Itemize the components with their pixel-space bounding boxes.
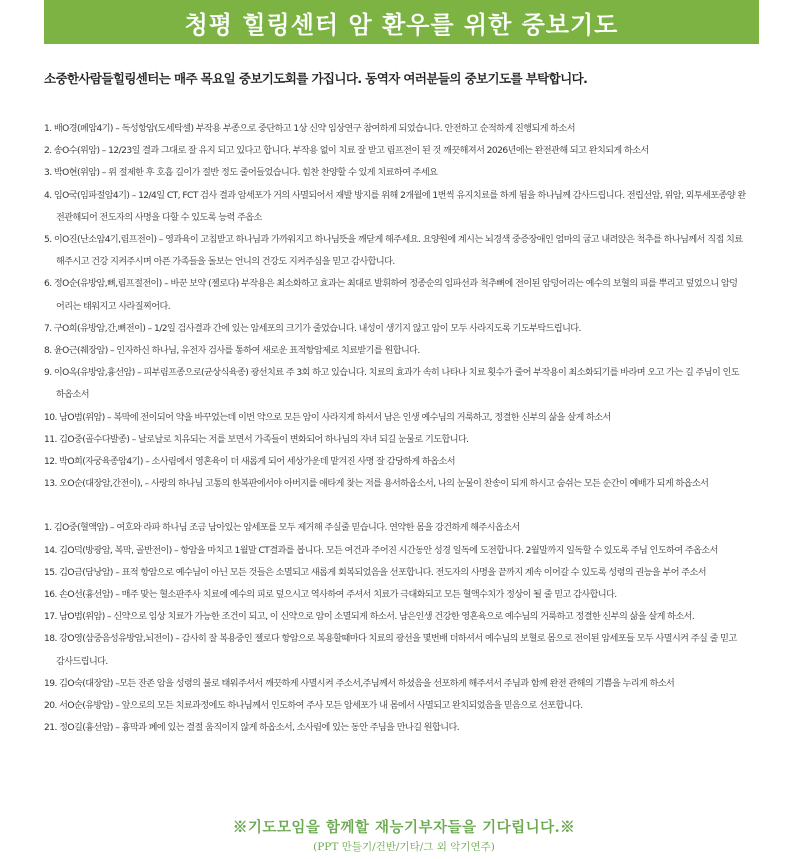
prayer-item-text: 3. 박O현(위암) – 위 절제한 후 호흡 길이가 절반 정도 줄어들었습니다. 힘찬 찬양할 수 있게 치료하여 주세요: [44, 168, 438, 179]
prayer-item: [44, 340, 789, 362]
prayer-item-continuation: 감사드립니다.: [56, 656, 108, 667]
prayer-item-text: 19. 김O숙(대장암) –모든 잔존 암을 성령의 불로 태워주셔서 깨끗하게 사멸시켜 주소서,주님께서 하셨음을 선포하게 해주셔서 주님과 함께 완전 관해의 기쁨을 누리게 하소서: [44, 678, 675, 689]
list-spacer: [44, 495, 789, 517]
prayer-item-text: 2. 송O수(위암) – 12/23일 결과 그대로 잘 유지 되고 있다고 합니다. 부작용 없이 치료 잘 받고 림프전이 된 것 깨끗해져서 2026년에는 완전관해 되고 완치되게 하소서: [44, 146, 649, 157]
prayer-item-continuation: 하옵소서: [56, 390, 89, 401]
prayer-item: [44, 140, 789, 162]
prayer-item-text: 1. 배O경(폐암4기) – 독성항암(도세탁셀) 부작용 부종으로 중단하고 1상 신약 임상연구 참여하게 되었습니다. 안전하고 순적하게 진행되게 하소서: [44, 124, 575, 134]
prayer-item-text: 20. 서O순(유방암) – 앞으로의 모든 치료과정에도 하나님께서 인도하여 주사 모든 암세포가 내 몸에서 사멸되고 완치되었음을 믿음으로 선포합니다.: [44, 701, 583, 712]
page-title: 청평 힐링센터 암 환우를 위한 중보기도: [184, 10, 619, 39]
prayer-item-text: 6. 정O순(유방암,뼈,림프절전이) – 바꾼 보약 (젤로다) 부작용은 최소화하고 효과는 최대로 발휘하여 정종순의 임파선과 척추뼈에 전이된 암덩어리는 예수의 보혈의 피를 뿌리고 덮었으니 암덩: [44, 279, 738, 290]
volunteer-appeal: ※기도모임을 함께할 재능기부자들을 기다립니다.※: [232, 819, 576, 836]
prayer-item-text: 15. 김O금(담낭암) – 표적 항암으로 예수님이 아닌 모든 것들은 소멸되고 새롭게 회복되었음을 선포합니다. 전도자의 사명을 끝까지 계속 이어갈 수 있도록 성령의 권능을 부어 주소서: [44, 567, 707, 578]
prayer-item-continuation: 어리는 태워지고 사라질찌어다.: [56, 301, 171, 312]
prayer-item: [44, 562, 789, 584]
prayer-item: [44, 540, 789, 562]
prayer-item-text: 14. 김O덕(방광암, 복막, 골반전이) – 항암을 마치고 1월말 CT결과를 봅니다. 모든 여건과 주어진 시간동안 성경 일독에 도전합니다. 2월말까지 일독할 수 있도록 주님 인도하여 주옵소서: [44, 545, 718, 556]
volunteer-appeal-detail: (PPT 만들기/건반/기타/그 외 악기연주): [313, 841, 495, 853]
prayer-item-text: 12. 박O희(자궁육종암4기) – 소사림에서 영혼육이 더 새롭게 되어 세상가운데 맡겨진 사명 잘 감당하게 하옵소서: [44, 457, 455, 468]
prayer-list: [44, 118, 789, 739]
prayer-item-text: 17. 남O범(위암) – 신약으로 임상 치료가 가능한 조건이 되고, 이 신약으로 암이 소멸되게 하소서. 남은인생 건강한 영혼육으로 예수님의 거룩하고 정결한 신부의 삶을 살게 하소서.: [44, 612, 695, 623]
prayer-item-text: 13. 오O순(대장암,간전이), – 사랑의 하나님 고통의 한복판에서야 아버지를 애타게 찾는 저를 용서하옵소서, 나의 눈물이 찬송이 되게 하시고 숨쉬는 모든 순간이 예배가 되게 하옵소서: [44, 479, 709, 490]
prayer-item: [44, 162, 789, 184]
prayer-item-text: 10. 남O범(위암) – 복막에 전이되어 약을 바꾸었는데 이번 약으로 모든 암이 사라지게 하셔서 남은 인생 예수님의 거룩하고, 정결한 신부의 삶을 살게 하소서: [44, 412, 611, 423]
prayer-item-text: 4. 임O국(임파절암4기) – 12/4일 CT, FCT 검사 결과 암세포가 거의 사멸되어서 재발 방지를 위해 2개월에 1번씩 유지치료를 하게 됨을 하나님께 감사드립니다. 전립선암, 위암, 외투세포종양 완: [44, 190, 746, 201]
prayer-item: [44, 229, 789, 273]
prayer-item: [44, 185, 789, 229]
intro-text: 소중한사람들힐링센터는 매주 목요일 중보기도회를 가집니다. 동역자 여러분들의 중보기도를 부탁합니다.: [44, 71, 588, 86]
prayer-item: [44, 717, 789, 739]
prayer-item-text: 8. 윤O근(췌장암) – 인자하신 하나님, 유전자 검사를 통하여 새로운 표적항암제로 치료받기를 원합니다.: [44, 346, 420, 357]
prayer-item-text: 16. 손O선(흉선암) – 매주 맞는 혈소판주사 치료에 예수의 피로 덮으시고 역사하여 주셔서 치료가 극대화되고 모든 혈액수치가 정상이 될 줄 믿고 감사합니다.: [44, 590, 617, 601]
prayer-item: [44, 451, 789, 473]
prayer-item-continuation: 전관해되어 전도자의 사명을 다할 수 있도록 능력 주옵소: [56, 212, 262, 223]
prayer-item-text: 9. 이O옥(유방암,흉선암) – 피부림프종으로(균상식육종) 광선치료 주 3회 하고 있습니다. 치료의 효과가 속히 나타나 치료 횟수가 줄어 부작용이 최소화되기를 바라며 오고 가는 길 주님이 인도: [44, 368, 740, 379]
prayer-item: [44, 118, 789, 140]
prayer-item: [44, 673, 789, 695]
prayer-item-text: 11. 김O중(골수다발종) – 날로날로 치유되는 저를 보면서 가족들이 변화되어 하나님의 자녀 되길 눈물로 기도합니다.: [44, 434, 469, 445]
prayer-item-text: 7. 구O희(유방암,간,뼈전이) – 1/2일 검사결과 간에 있는 암세포의 크기가 줄었습니다. 내성이 생기지 않고 암이 모두 사라지도록 기도부탁드립니다.: [44, 323, 581, 334]
prayer-item-text: 21. 정O길(흉선암) – 흉막과 폐에 있는 결절 움직이지 않게 하옵소서, 소사림에 있는 동안 주님을 만나길 원합니다.: [44, 723, 460, 734]
prayer-item: [44, 473, 789, 495]
prayer-item-text: 18. 강O영(삼중음성유방암,뇌전이) – 감사히 잘 복용중인 젤로다 항암으로 복용할때마다 치료의 광선을 몇번배 더하셔서 예수님의 보혈로 몸으로 전이된 암세포들 모두 사멸시켜 주실 줄 믿고: [44, 634, 737, 645]
prayer-item: [44, 318, 789, 340]
page-title-banner: [44, 0, 759, 44]
prayer-item: [44, 407, 789, 429]
prayer-item-continuation: 해주시고 건강 지켜주시며 아픈 가족들을 돌보는 언니의 건강도 지켜주심을 믿고 감사합니다.: [56, 257, 395, 268]
prayer-item: [44, 628, 789, 672]
prayer-item-text: 1. 김O중(혈액암) – 여호와 라파 하나님 조금 남아있는 암세포를 모두 제거해 주실줄 믿습니다. 연약한 몸을 강건하게 해주시옵소서: [44, 523, 520, 534]
prayer-item: [44, 273, 789, 317]
prayer-item: [44, 695, 789, 717]
prayer-item: [44, 606, 789, 628]
prayer-item: [44, 362, 789, 406]
prayer-item: [44, 517, 789, 539]
prayer-item: [44, 584, 789, 606]
prayer-item-text: 5. 이O진(난소암4기,림프전이) – 영과육이 고침받고 하나님과 가까워지고 하나님뜻을 깨닫게 해주세요. 요양원에 계시는 뇌경색 중증장애인 엄마의 굽고 내려앉은 척추를 하나님께서 직접 치료: [44, 235, 743, 246]
prayer-item: [44, 429, 789, 451]
